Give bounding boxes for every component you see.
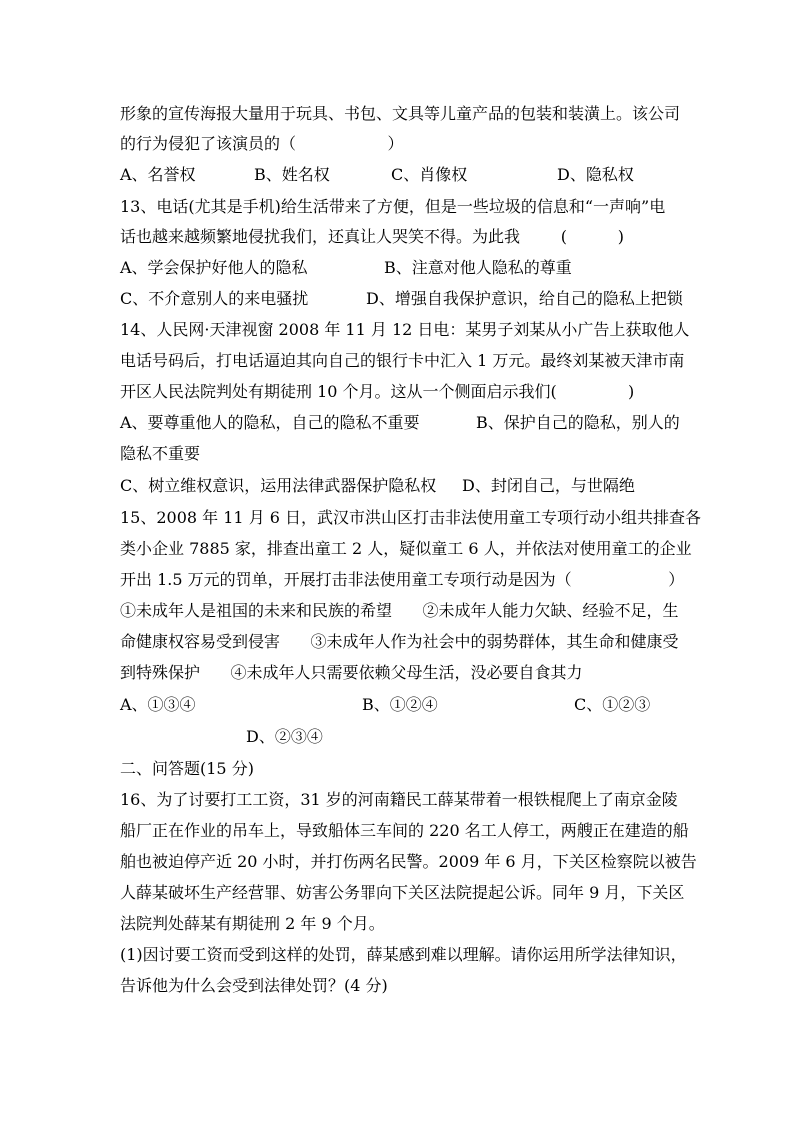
text-line: 开出 1.5 万元的罚单，开展打击非法使用童工专项行动是因为（ ） [120, 570, 685, 589]
q13-option-d: D、增强自我保护意识，给自己的隐私上把锁 [366, 289, 683, 308]
text-line: 开区人民法院判处有期徒刑 10 个月。这从一个侧面启示我们( ) [120, 382, 635, 401]
q14-option-b: B、保护自己的隐私，别人的 [476, 413, 680, 432]
text-line: 13、电话(尤其是手机)给生活带来了方便，但是一些垃圾的信息和“一声响”电 [120, 197, 666, 216]
q13-option-a: A、学会保护好他人的隐私 [120, 258, 308, 277]
q15-option-d: D、②③④ [246, 727, 323, 746]
q12-option-c: C、肖像权 [391, 165, 468, 184]
text-line: 电话号码后，打电话逼迫其向自己的银行卡中汇入 1 万元。最终刘某被天津市南 [120, 351, 685, 370]
text-line: 舶也被迫停产近 20 小时，并打伤两名民警。2009 年 6 月，下关区检察院以被告 [120, 852, 697, 871]
text-line: 形象的宣传海报大量用于玩具、书包、文具等儿童产品的包装和装潢上。该公司 [120, 104, 681, 123]
q12-option-b: B、姓名权 [254, 165, 330, 184]
text-line: 话也越来越频繁地侵扰我们，还真让人哭笑不得。为此我 ( ) [120, 227, 625, 246]
text-line: ①未成年人是祖国的未来和民族的希望 ②未成年人能力欠缺、经验不足，生 [120, 601, 679, 620]
text-line: 15、2008 年 11 月 6 日，武汉市洪山区打击非法使用童工专项行动小组共排查各 [120, 508, 702, 527]
text-line: 命健康权容易受到侵害 ③未成年人作为社会中的弱势群体，其生命和健康受 [120, 632, 679, 651]
q15-option-a: A、①③④ [120, 695, 196, 714]
text-line: 法院判处薛某有期徒刑 2 年 9 个月。 [120, 914, 385, 933]
q14-option-a: A、要尊重他人的隐私，自己的隐私不重要 [120, 413, 420, 432]
text-line: (1)因讨要工资而受到这样的处罚，薛某感到难以理解。请你运用所学法律知识， [120, 945, 687, 964]
text-line: 类小企业 7885 家，排查出童工 2 人，疑似童工 6 人，并依法对使用童工的企业 [120, 539, 692, 558]
text-line: 告诉他为什么会受到法律处罚？(4 分) [120, 976, 388, 995]
q15-option-c: C、①②③ [574, 695, 651, 714]
q14-option-c: C、树立维权意识，运用法律武器保护隐私权 [120, 476, 437, 495]
q15-option-b: B、①②④ [362, 695, 438, 714]
text-line: 隐私不重要 [120, 444, 201, 463]
text-line: 船厂正在作业的吊车上，导致船体三车间的 220 名工人停工，两艘正在建造的船 [120, 821, 689, 840]
q14-option-d: D、封闭自己，与世隔绝 [462, 476, 635, 495]
text-line: 人薛某破坏生产经营罪、妨害公务罪向下关区法院提起公诉。同年 9 月，下关区 [120, 883, 685, 902]
q13-option-c: C、不介意别人的来电骚扰 [120, 289, 309, 308]
q12-option-d: D、隐私权 [557, 165, 634, 184]
text-line: 14、人民网·天津视窗 2008 年 11 月 12 日电：某男子刘某从小广告上获取他人 [120, 320, 690, 339]
text-line: 16、为了讨要打工工资，31 岁的河南籍民工薛某带着一根铁棍爬上了南京金陵 [120, 790, 678, 809]
section-heading: 二、问答题(15 分) [120, 759, 254, 778]
text-line: 的行为侵犯了该演员的（ ） [120, 134, 404, 153]
text-line: 到特殊保护 ④未成年人只需要依赖父母生活，没必要自食其力 [120, 663, 583, 682]
q12-option-a: A、名誉权 [120, 165, 196, 184]
q13-option-b: B、注意对他人隐私的尊重 [384, 258, 572, 277]
